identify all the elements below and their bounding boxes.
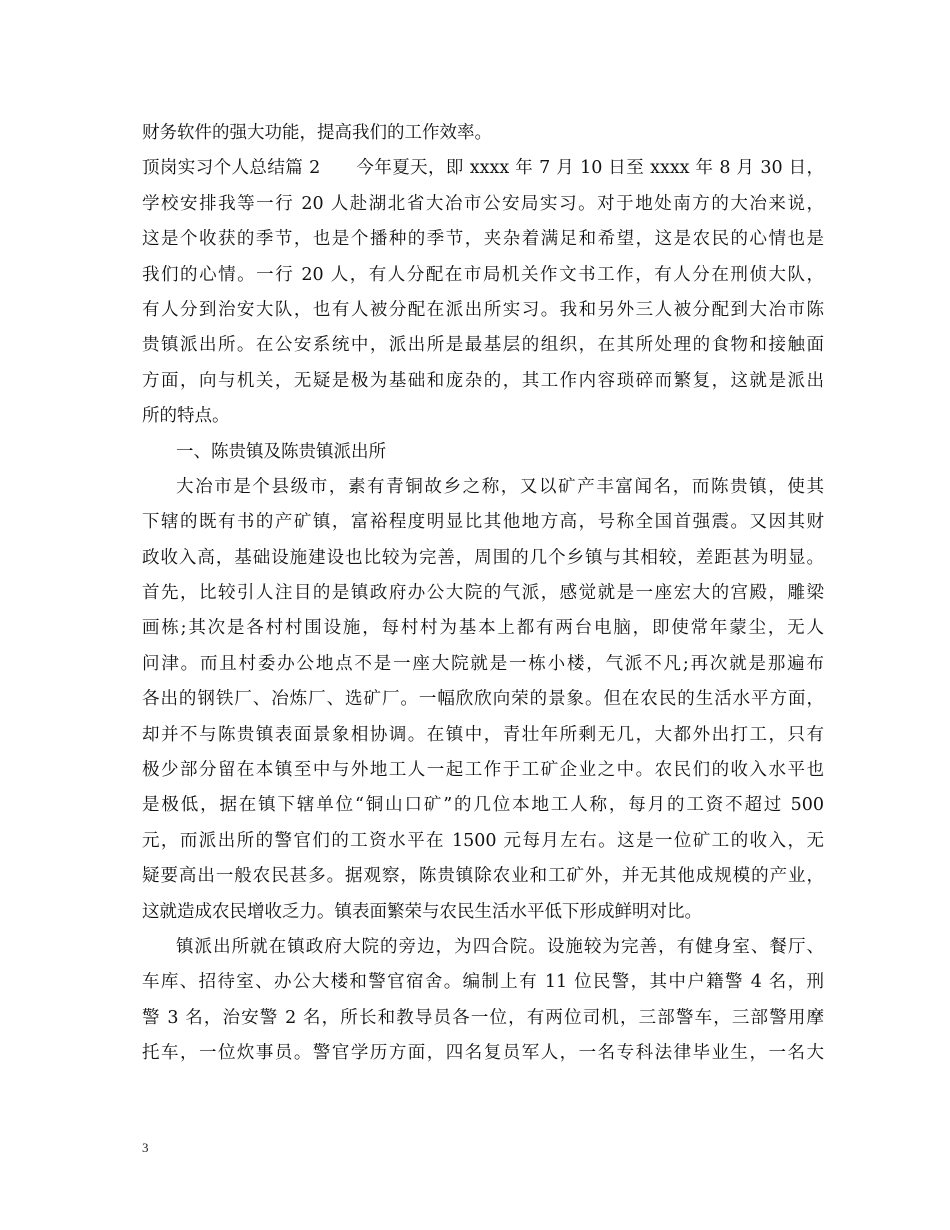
text-line: 却并不与陈贵镇表面景象相协调。在镇中，青壮年所剩无几，大都外出打工，只有 xyxy=(142,724,824,745)
text-line: 学校安排我等一行 20 人赴湖北省大冶市公安局实习。对于地处南方的大冶来说， xyxy=(142,193,824,214)
text-line: 镇派出所就在镇政府大院的旁边，为四合院。设施较为完善，有健身室、餐厅、 xyxy=(176,936,824,957)
text-line: 大冶市是个县级市，素有青铜故乡之称，又以矿产丰富闻名，而陈贵镇，使其 xyxy=(176,476,824,497)
text-line: 贵镇派出所。在公安系统中，派出所是最基层的组织，在其所处理的食物和接触面 xyxy=(142,335,824,356)
text-line: 画栋;其次是各村村围设施，每村村为基本上都有两台电脑，即使常年蒙尘，无人 xyxy=(142,618,824,639)
text-line: 问津。而且村委办公地点不是一座大院就是一栋小楼，气派不凡;再次就是那遍布 xyxy=(142,653,824,674)
text-line: 托车，一位炊事员。警官学历方面，四名复员军人，一名专科法律毕业生，一名大 xyxy=(142,1043,824,1064)
text-line: 这是个收获的季节，也是个播种的季节，夹杂着满足和希望，这是农民的心情也是 xyxy=(142,229,824,250)
text-line: 警 3 名，治安警 2 名，所长和教导员各一位，有两位司机，三部警车，三部警用摩 xyxy=(142,1007,824,1028)
text-line: 我们的心情。一行 20 人，有人分配在市局机关作文书工作，有人分在刑侦大队， xyxy=(142,264,824,285)
text-line: 方面，向与机关，无疑是极为基础和庞杂的，其工作内容琐碎而繁复，这就是派出 xyxy=(142,370,824,391)
text-line: 所的特点。 xyxy=(142,406,230,427)
text-line: 疑要高出一般农民甚多。据观察，陈贵镇除农业和工矿外，并无其他成规模的产业， xyxy=(142,866,824,887)
text-line: 这就造成农民增收乏力。镇表面繁荣与农民生活水平低下形成鲜明对比。 xyxy=(142,901,702,922)
text-line: 车库、招待室、办公大楼和警官宿舍。编制上有 11 位民警，其中户籍警 4 名，刑 xyxy=(142,972,824,993)
text-line: 政收入高，基础设施建设也比较为完善，周围的几个乡镇与其相较，差距甚为明显。 xyxy=(142,547,824,568)
text-line: 下辖的既有书的产矿镇，富裕程度明显比其他地方高，号称全国首强震。又因其财 xyxy=(142,512,824,533)
text-line: 首先，比较引人注目的是镇政府办公大院的气派，感觉就是一座宏大的宫殿，雕梁 xyxy=(142,583,824,604)
text-line: 各出的钢铁厂、冶炼厂、选矿厂。一幅欣欣向荣的景象。但在农民的生活水平方面， xyxy=(142,689,824,710)
document-body xyxy=(142,116,824,1072)
text-line: 财务软件的强大功能，提高我们的工作效率。 xyxy=(142,123,492,143)
text-line: 元，而派出所的警官们的工资水平在 1500 元每月左右。这是一位矿工的收入，无 xyxy=(142,830,824,851)
page-number: 3 xyxy=(142,1140,149,1155)
text-line: 是极低，据在镇下辖单位“铜山口矿”的几位本地工人称，每月的工资不超过 500 xyxy=(142,795,824,816)
text-line: 有人分到治安大队，也有人被分配在派出所实习。我和另外三人被分配到大冶市陈 xyxy=(142,299,824,320)
text-line: 顶岗实习个人总结篇 2 今年夏天，即 xxxx 年 7 月 10 日至 xxxx 年 8 月 30 日， xyxy=(142,158,824,179)
text-line: 一、陈贵镇及陈贵镇派出所 xyxy=(176,441,386,462)
text-line: 极少部分留在本镇至中与外地工人一起工作于工矿企业之中。农民们的收入水平也 xyxy=(142,760,824,781)
